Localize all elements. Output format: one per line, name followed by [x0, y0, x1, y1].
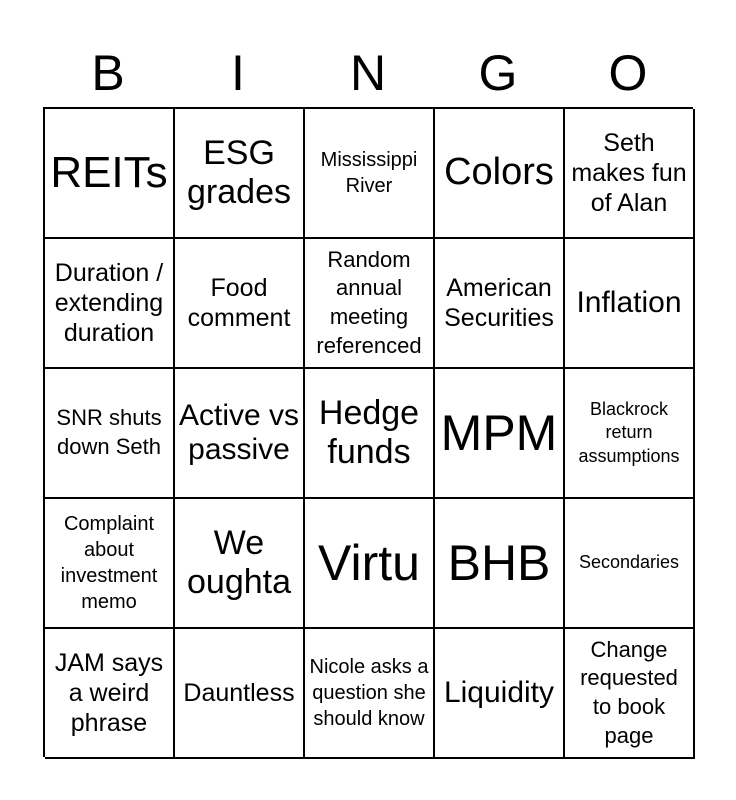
header-letter-g: G	[478, 45, 518, 101]
bingo-cell[interactable]: Hedge funds	[305, 369, 435, 499]
bingo-cell[interactable]: American Securities	[435, 239, 565, 369]
bingo-cell[interactable]: Change requested to book page	[565, 629, 695, 759]
bingo-cell[interactable]: ESG grades	[175, 109, 305, 239]
header-letter-i: I	[231, 45, 245, 101]
bingo-header	[43, 42, 693, 104]
bingo-cell[interactable]: We oughta	[175, 499, 305, 629]
bingo-cell[interactable]: MPM	[435, 369, 565, 499]
header-letter-n: N	[349, 45, 387, 101]
bingo-cell[interactable]: Complaint about investment memo	[45, 499, 175, 629]
bingo-cell[interactable]: Food comment	[175, 239, 305, 369]
bingo-cell[interactable]: Dauntless	[175, 629, 305, 759]
bingo-cell[interactable]: Secondaries	[565, 499, 695, 629]
header-letter-b: B	[91, 45, 125, 101]
bingo-cell[interactable]: Inflation	[565, 239, 695, 369]
bingo-cell[interactable]: JAM says a weird phrase	[45, 629, 175, 759]
bingo-cell[interactable]: Duration / extending duration	[45, 239, 175, 369]
bingo-cell[interactable]: Active vs passive	[175, 369, 305, 499]
bingo-cell[interactable]: Blackrock return assumptions	[565, 369, 695, 499]
bingo-cell[interactable]: Liquidity	[435, 629, 565, 759]
header-letter-o: O	[608, 45, 648, 101]
bingo-cell[interactable]: Colors	[435, 109, 565, 239]
bingo-cell[interactable]: SNR shuts down Seth	[45, 369, 175, 499]
bingo-cell[interactable]: REITs	[45, 109, 175, 239]
bingo-board	[43, 107, 693, 757]
bingo-cell[interactable]: Virtu	[305, 499, 435, 629]
bingo-cell[interactable]: BHB	[435, 499, 565, 629]
bingo-cell[interactable]: Seth makes fun of Alan	[565, 109, 695, 239]
bingo-cell[interactable]: Random annual meeting referenced	[305, 239, 435, 369]
bingo-cell[interactable]: Mississippi River	[305, 109, 435, 239]
bingo-cell[interactable]: Nicole asks a question she should know	[305, 629, 435, 759]
